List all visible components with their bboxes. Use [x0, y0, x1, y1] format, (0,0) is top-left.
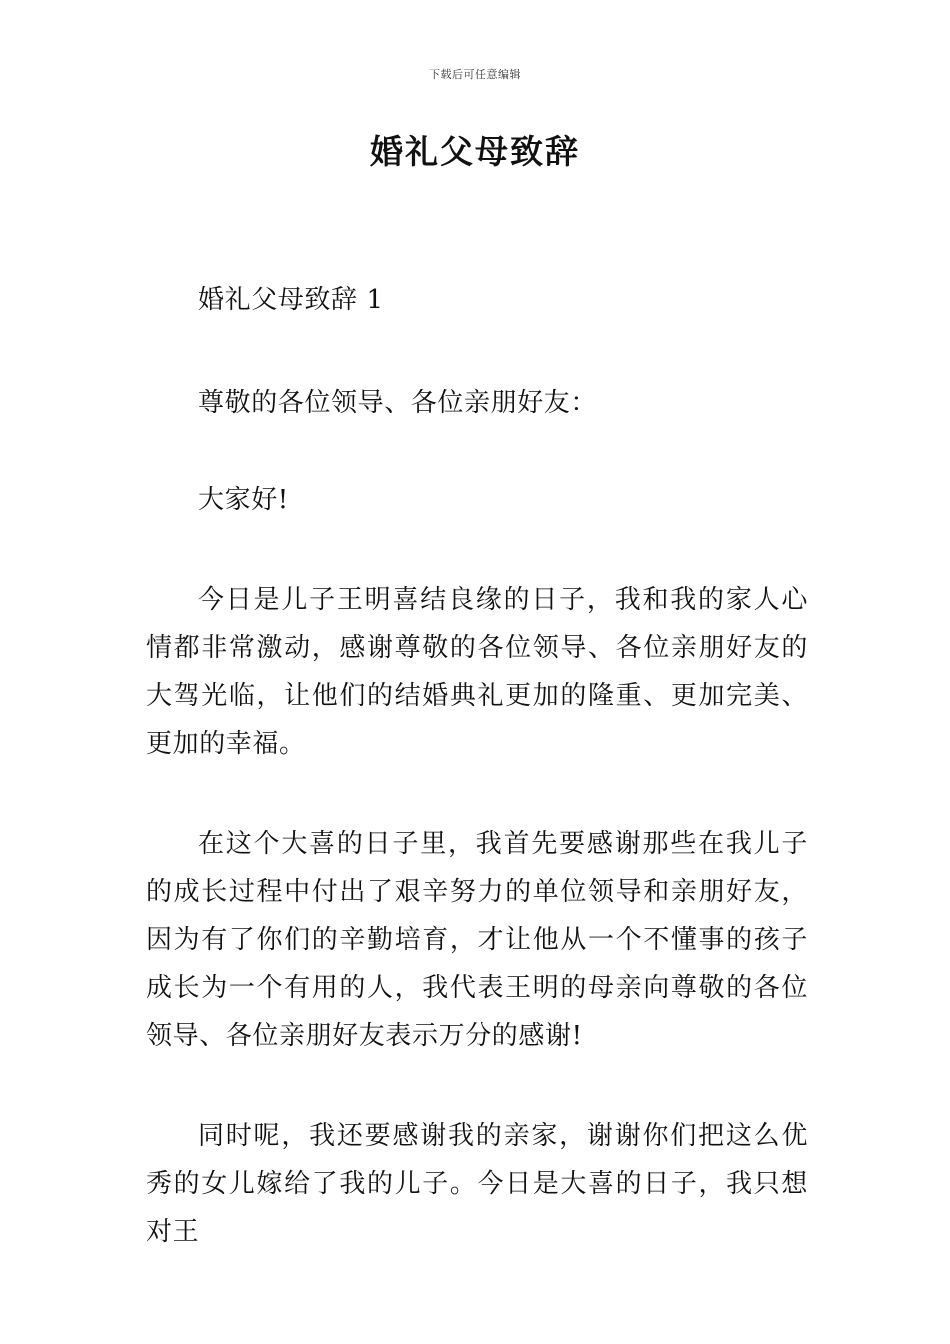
greeting: 大家好!	[198, 485, 289, 515]
header-note: 下载后可任意编辑	[429, 68, 521, 81]
document-title: 婚礼父母致辞	[370, 132, 580, 171]
paragraph: 同时呢，我还要感谢我的亲家，谢谢你们把这么优秀的女儿嫁给了我的儿子。今日是大喜的日子，我只想对王	[146, 1121, 808, 1247]
paragraph: 在这个大喜的日子里，我首先要感谢那些在我儿子的成长过程中付出了艰辛努力的单位领导和亲朋好友，因为有了你们的辛勤培育，才让他从一个不懂事的孩子成长为一个有用的人，我代表王明的母亲向尊敬的各位领导、各位亲朋好友表示万分的感谢!	[146, 829, 808, 1051]
section-heading: 婚礼父母致辞 1	[198, 285, 384, 315]
salutation: 尊敬的各位领导、各位亲朋好友：	[198, 388, 598, 418]
paragraph: 今日是儿子王明喜结良缘的日子，我和我的家人心情都非常激动，感谢尊敬的各位领导、各位亲朋好友的大驾光临，让他们的结婚典礼更加的隆重、更加完美、更加的幸福。	[146, 585, 808, 759]
